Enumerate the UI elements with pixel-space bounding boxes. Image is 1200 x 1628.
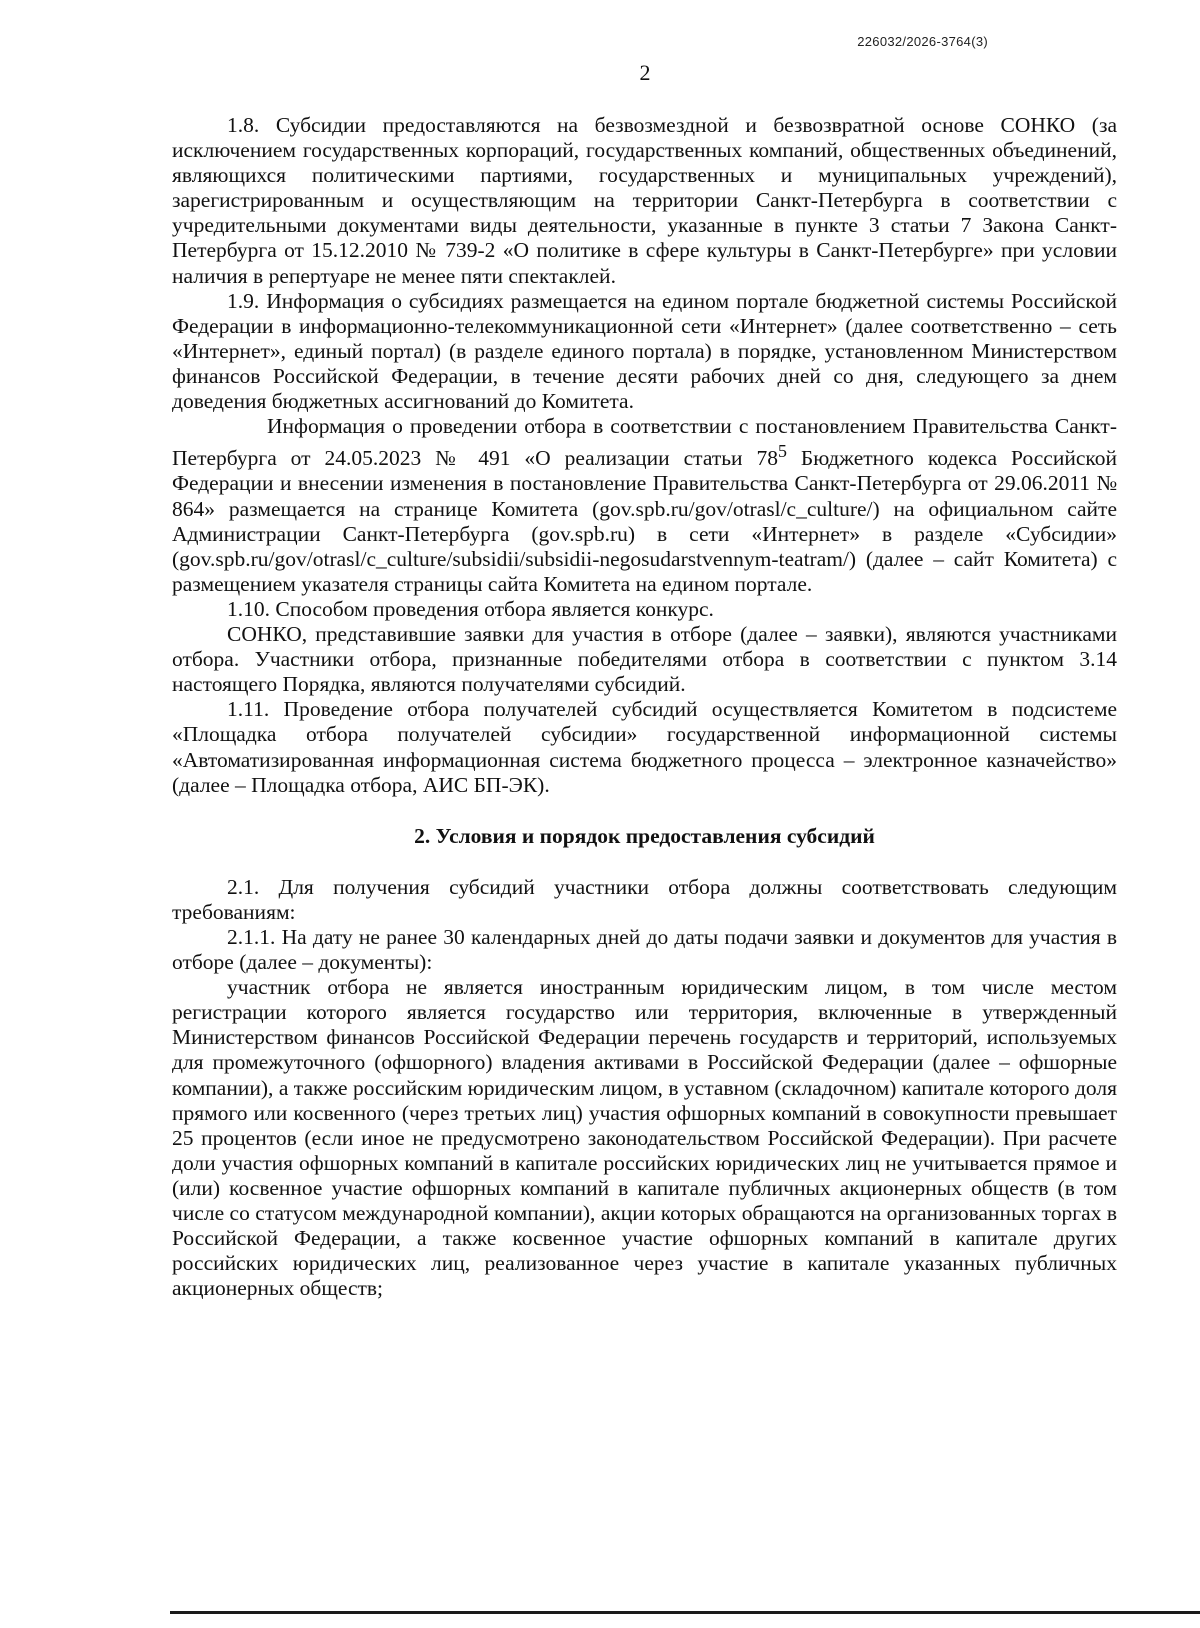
document-registration-number: 226032/2026-3764(3) xyxy=(857,34,988,49)
paragraph-offshore-requirement: участник отбора не является иностранным юридическим лицом, в том числе местом регистрации которого является государство или территория, включенные в утвержденный Министерством финансов Российской Федерации перечень государств и территорий, используемых для промежуточного (офшорного) владения активами в Российской Федерации (далее – офшорные компании), а также российским юридическим лицом, в уставном (складочном) капитале которого доля прямого или косвенного (через третьих лиц) участия офшорных компаний в совокупности превышает 25 процентов (если иное не предусмотрено законодательством Российской Федерации). При расчете доли участия офшорных компаний в капитале российских юридических лиц не учитывается прямое и (или) косвенное участие офшорных компаний в капитале публичных акционерных обществ (в том числе со статусом международной компании), акции которых обращаются на организованных торгах в Российской Федерации, а также косвенное участие офшорных компаний в капитале других российских юридических лиц, реализованное через участие в капитале указанных публичных акционерных обществ; xyxy=(172,975,1117,1301)
scan-bottom-edge xyxy=(170,1611,1200,1614)
paragraph-2-1: 2.1. Для получения субсидий участники отбора должны соответствовать следующим требованиям: xyxy=(172,874,1117,924)
paragraph-1-10: 1.10. Способом проведения отбора является конкурс. xyxy=(227,596,714,621)
paragraph-selection-info-part1: Информация о проведении отбора в соответствии с постановлением Правительства Санкт-Петербурга от 24.05.2023 № 491 «О реализации статьи 78 xyxy=(172,414,1117,471)
page-number: 2 xyxy=(639,60,651,85)
paragraph-1-8: 1.8. Субсидии предоставляются на безвозмездной и безвозвратной основе СОНКО (за исключением государственных корпораций, государственных компаний, общественных объединений, являющихся политическими партиями, государственных и муниципальных учреждений), зарегистрированным и осуществляющим на территории Санкт-Петербурга в соответствии с учредительными документами виды деятельности, указанные в пункте 3 статьи 7 Закона Санкт-Петербурга от 15.12.2010 № 739-2 «О политике в сфере культуры в Санкт-Петербурге» при условии наличия в репертуаре не менее пяти спектаклей. xyxy=(172,113,1117,288)
paragraph-selection-info-part2: Бюджетного кодекса Российской Федерации и внесении изменения в постановление Правительства Санкт-Петербурга от 29.06.2011 № 864» размещается на странице Комитета (gov.spb.ru/gov/otrasl/c_culture/) на официальном сайте Администрации Санкт-Петербурга (gov.spb.ru) в сети «Интернет» в разделе «Субсидии» (gov.spb.ru/gov/otrasl/c_culture/subsidii/subsidii-negosudarstvennym-teatram/) (далее – сайт Комитета) с размещением указателя страницы сайта Комитета на едином портале. xyxy=(172,446,1118,596)
paragraph-2-1-1: 2.1.1. На дату не ранее 30 календарных дней до даты подачи заявки и документов для участия в отборе (далее – документы): xyxy=(172,924,1117,975)
document-body xyxy=(172,113,1117,1301)
paragraph-1-9: 1.9. Информация о субсидиях размещается на едином портале бюджетной системы Российской Федерации в информационно-телекоммуникационной сети «Интернет» (далее соответственно – сеть «Интернет», единый портал) (в разделе единого портала) в порядке, установленном Министерством финансов Российской Федерации, в течение десяти рабочих дней со дня, следующего за днем доведения бюджетных ассигнований до Комитета. xyxy=(172,288,1117,414)
paragraph-1-11: 1.11. Проведение отбора получателей субсидий осуществляется Комитетом в подсистеме «Площадка отбора получателей субсидии» государственной информационной системы «Автоматизированная информационная система бюджетного процесса – электронное казначейство» (далее – Площадка отбора, АИС БП-ЭК). xyxy=(172,697,1117,797)
paragraph-selection-info xyxy=(172,414,1117,597)
section-heading: 2. Условия и порядок предоставления субсидий xyxy=(414,823,875,848)
paragraph-sonko-participants: СОНКО, представившие заявки для участия в отборе (далее – заявки), являются участниками отбора. Участники отбора, признанные победителями отбора в соответствии с пунктом 3.14 настоящего Порядка, являются получателями субсидий. xyxy=(172,622,1117,697)
article-superscript: 5 xyxy=(777,441,787,462)
